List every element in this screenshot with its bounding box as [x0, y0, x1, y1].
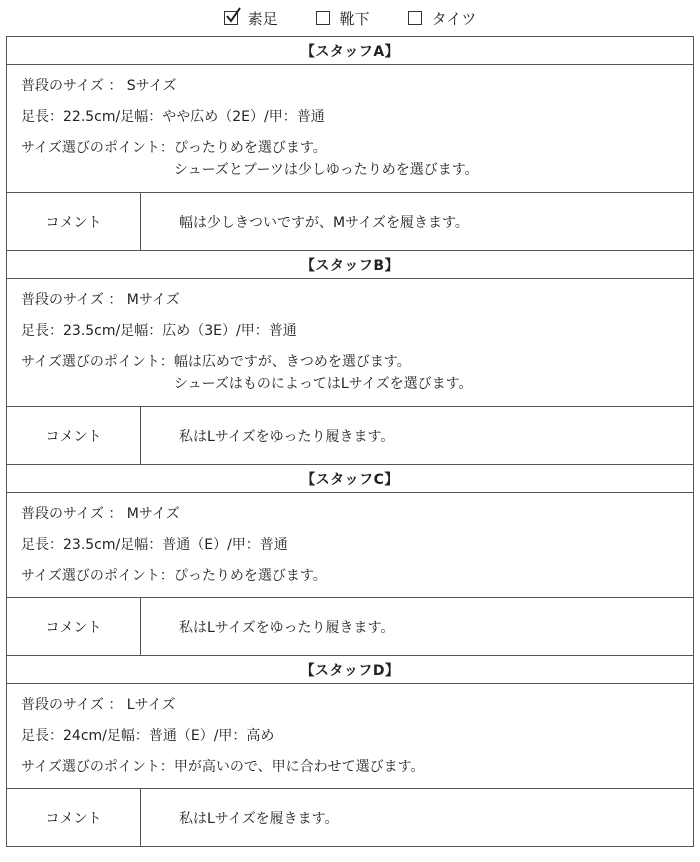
staff-info — [7, 279, 693, 407]
size-point — [21, 565, 679, 587]
point-text: 幅は広めですが、きつめを選びます。 — [173, 354, 411, 370]
comment-label: コメント — [7, 598, 141, 655]
legend-label-tights: タイツ — [431, 9, 477, 28]
comment-row — [7, 407, 693, 465]
staff-info — [7, 493, 693, 598]
usual-size-label: 普段のサイズ ： — [21, 697, 127, 713]
usual-size-label: 普段のサイズ ： — [21, 506, 127, 522]
checkbox-empty-icon[interactable] — [408, 11, 422, 25]
point-text: 甲が高いので、甲に合わせて選びます。 — [173, 759, 425, 775]
usual-size-label: 普段のサイズ ： — [21, 292, 127, 308]
staff-info — [7, 65, 693, 193]
usual-size-label: 普段のサイズ ： — [21, 78, 127, 94]
comment-text: 私はLサイズをゆったり履きます。 — [179, 428, 395, 445]
measurements: 足長：23.5cm/足幅：広め（3E）/甲：普通 — [21, 323, 297, 339]
measurements: 足長：22.5cm/足幅：やや広め（2E）/甲：普通 — [21, 109, 325, 125]
staff-header: 【スタッフC】 — [7, 465, 693, 493]
usual-size-value: Lサイズ — [126, 697, 176, 713]
legend-item-barefoot[interactable] — [224, 8, 278, 29]
staff-size-table — [6, 36, 694, 847]
staff-info — [7, 684, 693, 789]
point-label: サイズ選びのポイント： — [21, 354, 174, 370]
size-point — [21, 756, 679, 778]
comment-label: コメント — [7, 193, 141, 250]
legend-label-socks: 靴下 — [339, 9, 370, 28]
comment-row — [7, 193, 693, 251]
comment-row — [7, 598, 693, 656]
footwear-legend — [0, 0, 700, 36]
point-text: ぴったりめを選びます。 — [173, 140, 327, 156]
legend-item-tights[interactable] — [408, 8, 477, 29]
point-text: シューズとブーツは少しゆったりめを選びます。 — [173, 162, 479, 178]
staff-header: 【スタッフA】 — [7, 37, 693, 65]
point-label: サイズ選びのポイント： — [21, 140, 174, 156]
staff-header: 【スタッフD】 — [7, 656, 693, 684]
usual-size-line — [21, 503, 679, 534]
point-label: サイズ選びのポイント： — [21, 759, 174, 775]
usual-size-value: Sサイズ — [126, 78, 177, 94]
usual-size-line — [21, 75, 679, 106]
measurements: 足長：23.5cm/足幅：普通（E）/甲：普通 — [21, 537, 288, 553]
comment-row — [7, 789, 693, 847]
comment-label: コメント — [7, 407, 141, 464]
usual-size-line — [21, 289, 679, 320]
legend-item-socks[interactable] — [316, 8, 370, 29]
point-text: ぴったりめを選びます。 — [173, 568, 327, 584]
staff-header: 【スタッフB】 — [7, 251, 693, 279]
usual-size-value: Mサイズ — [126, 506, 180, 522]
comment-text: 幅は少しきついですが、Mサイズを履きます。 — [179, 214, 469, 231]
point-label: サイズ選びのポイント： — [21, 568, 174, 584]
legend-label-barefoot: 素足 — [247, 9, 278, 28]
size-point — [21, 351, 679, 395]
point-text: シューズはものによってはLサイズを選びます。 — [173, 376, 473, 392]
checkbox-checked-icon[interactable] — [224, 11, 238, 25]
usual-size-value: Mサイズ — [126, 292, 180, 308]
comment-text: 私はLサイズをゆったり履きます。 — [179, 619, 395, 636]
comment-label: コメント — [7, 789, 141, 846]
checkbox-empty-icon[interactable] — [316, 11, 330, 25]
measurements: 足長：24cm/足幅：普通（E）/甲：高め — [21, 728, 275, 744]
comment-text: 私はLサイズを履きます。 — [179, 810, 339, 827]
usual-size-line — [21, 694, 679, 725]
size-point — [21, 137, 679, 181]
